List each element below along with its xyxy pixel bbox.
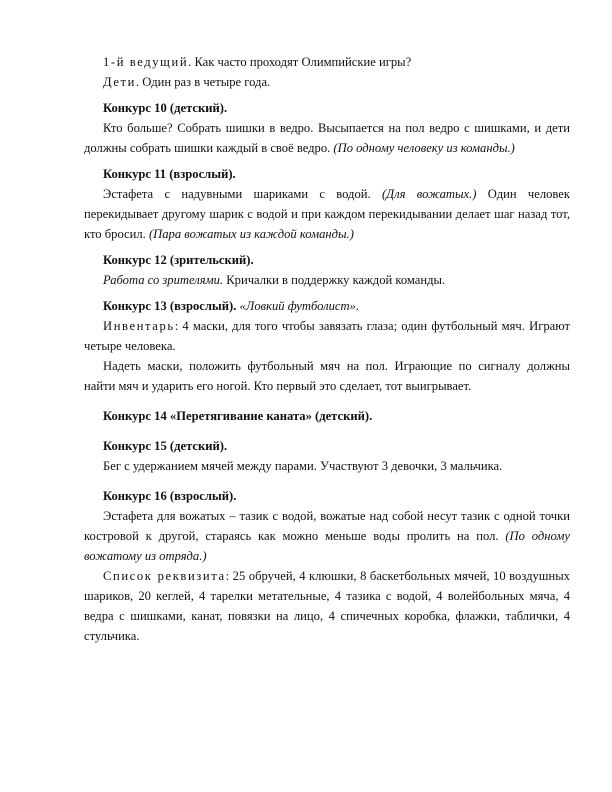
contest-10-heading: Конкурс 10 (детский).	[103, 101, 228, 115]
speaker-children: Дети	[103, 75, 136, 89]
contest-11-body-1: Эстафета с надувными шариками с водой.	[103, 187, 382, 201]
contest-15-heading: Конкурс 15 (детский).	[103, 439, 228, 453]
speaker-host: 1-й ведущий	[103, 55, 189, 69]
contest-12-heading: Конкурс 12 (зрительский).	[103, 253, 254, 267]
props-text: : 25 обручей, 4 клюшки, 8 баскетбольных мячей, 10 воздушных шариков, 20 кеглей, 4 тарелки метательные, 4 тазика с водой, 4 волейбольных мяча, 4 ведра с шишками, канат, повязки на лицо, 4 спичечных коробка, флажки, таблички, 4 стульчика.	[84, 569, 570, 643]
props-list	[84, 566, 570, 646]
contest-13-inventory	[84, 316, 570, 356]
contest-12-italic: Работа со зрителями.	[103, 273, 224, 287]
contest-12-body: Кричалки в поддержку каждой команды.	[223, 273, 446, 287]
document-body	[84, 52, 570, 646]
contest-14-heading: Конкурс 14 «Перетягивание каната» (детский).	[103, 409, 373, 423]
contest-11-body-2: Один человек перекидывает другому шарик с водой и при каждом перекидывании делает шаг назад тот, кто бросил.	[84, 187, 571, 241]
contest-11-text	[84, 184, 570, 244]
contest-12-text	[84, 270, 570, 290]
contest-13-heading-line	[84, 296, 570, 316]
contest-16-note: (По одному вожатому из отряда.)	[84, 529, 570, 563]
inventory-label: Инвентарь	[103, 319, 175, 333]
answer-text: . Один раз в четыре года.	[135, 75, 271, 89]
contest-16-body: Эстафета для вожатых – тазик с водой, вожатые над собой несут тазик с одной точки костровой к другой, стараясь как можно меньше воды пролить на пол.	[84, 509, 570, 543]
question-line	[84, 52, 570, 72]
contest-10-note: (По одному человеку из команды.)	[333, 141, 515, 155]
contest-13-title: «Ловкий футболист».	[236, 299, 360, 313]
inventory-text: : 4 маски, для того чтобы завязать глаза; один футбольный мяч. Играют четыре человека.	[84, 319, 570, 353]
contest-10-text	[84, 118, 570, 158]
contest-16-heading: Конкурс 16 (взрослый).	[103, 489, 237, 503]
contest-13-text: Надеть маски, положить футбольный мяч на пол. Играющие по сигналу должны найти мяч и ударить его ногой. Кто первый это сделает, тот выигрывает.	[84, 359, 570, 393]
contest-11-note-1: (Для вожатых.)	[381, 187, 477, 201]
contest-16-text	[84, 506, 570, 566]
contest-11-note-2: (Пара вожатых из каждой команды.)	[148, 227, 354, 241]
contest-13-heading: Конкурс 13 (взрослый).	[103, 299, 237, 313]
contest-11-heading: Конкурс 11 (взрослый).	[103, 167, 236, 181]
answer-line	[84, 72, 570, 92]
question-text: . Как часто проходят Олимпийские игры?	[188, 55, 412, 69]
props-label: Список реквизита	[103, 569, 226, 583]
contest-10-body: Кто больше? Собрать шишки в ведро. Высыпается на пол ведро с шишками, и дети должны собрать шишки каждый в своё ведро.	[84, 121, 570, 155]
contest-15-text: Бег с удержанием мячей между парами. Участвуют 3 девочки, 3 мальчика.	[103, 459, 503, 473]
